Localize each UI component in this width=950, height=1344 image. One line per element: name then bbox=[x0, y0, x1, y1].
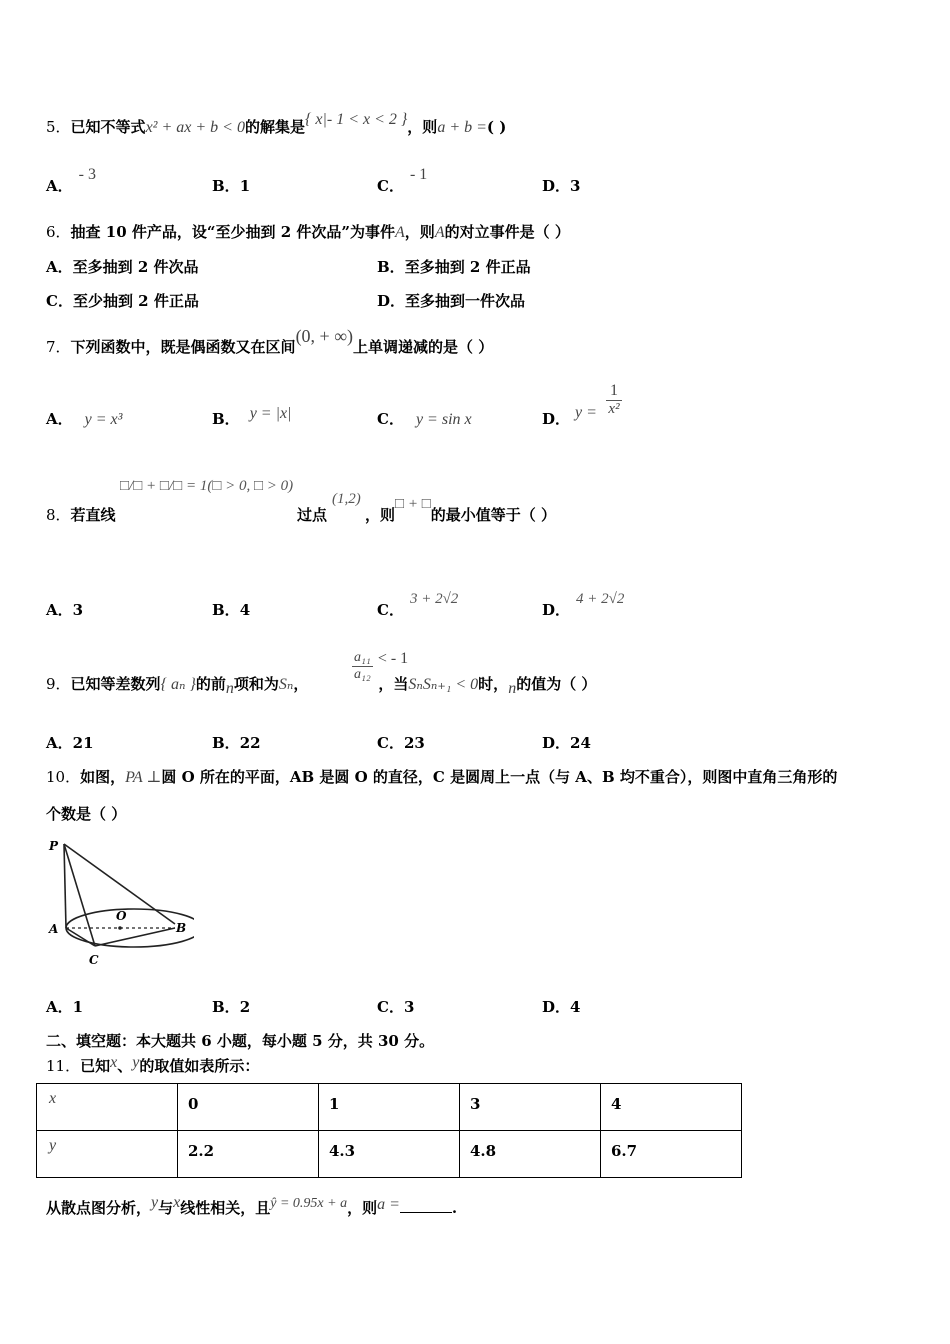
segment-pc bbox=[64, 844, 95, 946]
q7-option-c[interactable]: C． y = sin x bbox=[377, 410, 472, 428]
question-9: 9．已知等差数列{ aₙ }的前n项和为Sₙ， ，当SₙSₙ₊₁ < 0时，n的值为（ ） bbox=[46, 675, 597, 697]
q5-option-d[interactable]: D．3 bbox=[542, 177, 581, 195]
q10-option-d[interactable]: D．4 bbox=[542, 998, 581, 1016]
q11-regression: ŷ = 0.95x + a bbox=[270, 1196, 348, 1211]
q9-sequence: { aₙ } bbox=[160, 676, 196, 693]
segment-bc bbox=[95, 928, 175, 946]
question-11: 11．已知x、y的取值如表所示： bbox=[46, 1054, 260, 1075]
table-cell: 4.3 bbox=[319, 1131, 460, 1178]
q8-option-d[interactable]: D．4 + 2√2 bbox=[542, 591, 625, 619]
q7-option-d-formula: y = $\frac{1}{\text{x²}}$ bbox=[575, 382, 622, 418]
label-b: B bbox=[176, 921, 187, 935]
segment-pa bbox=[64, 844, 66, 928]
table-cell: 0 bbox=[178, 1084, 319, 1131]
q5-option-b[interactable]: B．1 bbox=[212, 177, 251, 195]
q8-line-equation: □/□ + □/□ = 1(□ > 0, □ > 0) bbox=[120, 478, 294, 494]
q5-expression: a + b = bbox=[437, 119, 487, 136]
q5-option-a[interactable]: A．- 3 bbox=[46, 166, 96, 195]
q6-option-a[interactable]: A．至多抽到 2 件次品 bbox=[46, 258, 199, 276]
table-cell: 6.7 bbox=[601, 1131, 742, 1178]
q8-option-c[interactable]: C．3 + 2√2 bbox=[377, 591, 459, 619]
q11-answer-blank[interactable] bbox=[400, 1198, 452, 1213]
q9-option-d[interactable]: D．24 bbox=[542, 734, 591, 752]
q9-condition: SₙSₙ₊₁ < 0 bbox=[408, 676, 479, 693]
q6-option-d[interactable]: D．至多抽到一件次品 bbox=[377, 292, 526, 310]
q8-point: (1,2) bbox=[332, 491, 361, 507]
q7-option-a[interactable]: A． y = x³ bbox=[46, 410, 123, 428]
table-cell: 4.8 bbox=[460, 1131, 601, 1178]
q10-option-c[interactable]: C．3 bbox=[377, 998, 415, 1016]
question-7: 7．下列函数中，既是偶函数又在区间(0, + ∞)上单调递减的是（ ） bbox=[46, 326, 494, 356]
label-a: A bbox=[49, 922, 59, 936]
table-header-y: y bbox=[37, 1131, 178, 1178]
question-10-line-1: 10．如图，PA ⊥圆 O 所在的平面，AB 是圆 O 的直径，C 是圆周上一点（与 A、B 均不重合），则图中直角三角形的 bbox=[46, 768, 838, 786]
q7-option-d[interactable]: D． bbox=[542, 410, 571, 428]
table-header-x: x bbox=[37, 1084, 178, 1131]
q9-option-b[interactable]: B．22 bbox=[212, 734, 261, 752]
center-point bbox=[118, 926, 122, 930]
q5-inequality: x² + ax + b < 0 bbox=[145, 119, 245, 136]
q9-option-c[interactable]: C．23 bbox=[377, 734, 425, 752]
q10-option-b[interactable]: B．2 bbox=[212, 998, 251, 1016]
question-5: 5．已知不等式x² + ax + b < 0的解集是{ x|- 1 < x < 2 }，则a + b =( ) bbox=[46, 111, 507, 136]
q6-option-c[interactable]: C．至少抽到 2 件正品 bbox=[46, 292, 199, 310]
question-6: 6．抽查 10 件产品，设“至少抽到 2 件次品”为事件A，则A的对立事件是（ ） bbox=[46, 223, 570, 241]
question-10-line-2: 个数是（ ） bbox=[46, 805, 127, 823]
table-cell: 1 bbox=[319, 1084, 460, 1131]
q5-solution-set: { x|- 1 < x < 2 } bbox=[304, 111, 408, 128]
label-p: P bbox=[49, 839, 59, 853]
q9-ratio: $\frac{\text{a₁₁}}{\text{a₁₂}}$ < - 1 bbox=[354, 649, 409, 682]
table-cell: 4 bbox=[601, 1084, 742, 1131]
table-cell: 2.2 bbox=[178, 1131, 319, 1178]
q6-option-b[interactable]: B．至多抽到 2 件正品 bbox=[377, 258, 531, 276]
label-c: C bbox=[89, 953, 99, 967]
q10-cone-figure bbox=[44, 836, 194, 968]
q8-option-a[interactable]: A．3 bbox=[46, 601, 84, 619]
q7-interval: (0, + ∞) bbox=[295, 326, 354, 346]
section-2-heading: 二、填空题：本大题共 6 小题，每小题 5 分，共 30 分。 bbox=[46, 1032, 435, 1050]
table-row-x bbox=[37, 1084, 742, 1131]
table-cell: 3 bbox=[460, 1084, 601, 1131]
q5-option-c[interactable]: C．- 1 bbox=[377, 166, 428, 195]
q11-value-table bbox=[36, 1083, 742, 1178]
question-8-prefix: 8．若直线 bbox=[46, 506, 116, 524]
question-8-tail: ，则□ + □的最小值等于（ ） bbox=[365, 496, 556, 524]
label-o: O bbox=[116, 909, 127, 923]
question-8-mid: 过点 bbox=[297, 506, 328, 524]
table-row-y bbox=[37, 1131, 742, 1178]
q7-option-b[interactable]: B． y = |x| bbox=[212, 405, 292, 428]
q9-option-a[interactable]: A．21 bbox=[46, 734, 94, 752]
question-11-followup: 从散点图分析，y与x线性相关，且ŷ = 0.95x + a，则a = . bbox=[46, 1194, 458, 1217]
q10-option-a[interactable]: A．1 bbox=[46, 998, 84, 1016]
q8-option-b[interactable]: B．4 bbox=[212, 601, 251, 619]
